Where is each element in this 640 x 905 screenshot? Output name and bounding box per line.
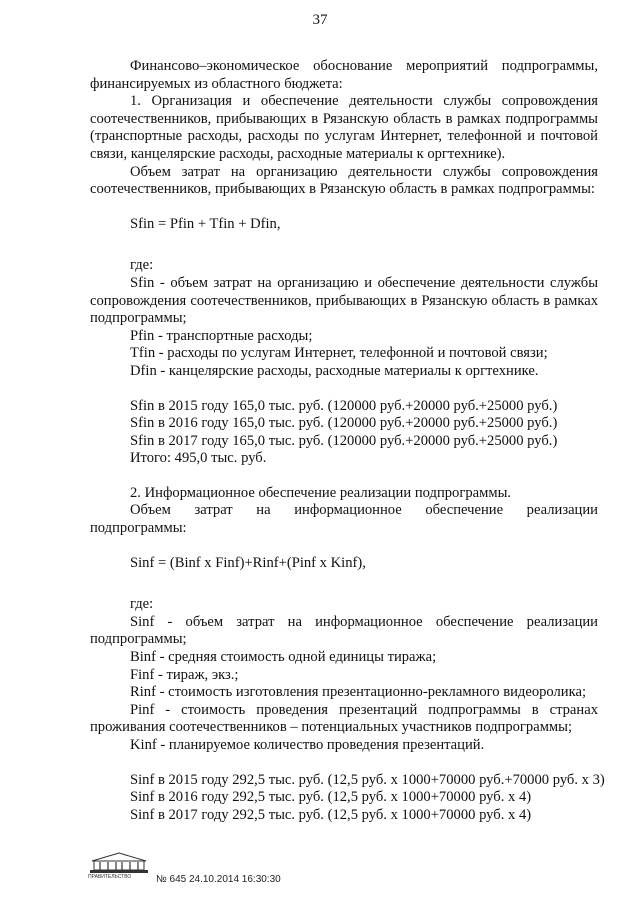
seal-caption: ПРАВИТЕЛЬСТВО <box>88 874 132 880</box>
document-heading: Финансово–экономическое обоснование мероприятий подпрограммы, финансируемых из областного бюджета: <box>90 58 598 92</box>
definition-dfin: Dfin - канцелярские расходы, расходные материалы к оргтехнике. <box>130 362 539 379</box>
definition-pinf: Pinf - стоимость проведения презентаций подпрограммы в странах проживания соотечественников – потенциальных участников подпрограммы; <box>90 701 598 736</box>
calculation-2016: Sfin в 2016 году 165,0 тыс. руб. (120000 руб.+20000 руб.+25000 руб.) <box>130 415 558 432</box>
section1-total: Итого: 495,0 тыс. руб. <box>130 450 267 467</box>
page-number: 37 <box>312 12 328 28</box>
definition-kinf: Kinf - планируемое количество проведения презентаций. <box>130 737 485 753</box>
section2-intro: Объем затрат на информационное обеспечение реализации подпрограммы: <box>90 502 598 537</box>
document-body <box>90 58 605 824</box>
document-footer <box>88 852 388 892</box>
definition-rinf: Rinf - стоимость изготовления презентационно-рекламного видеоролика; <box>130 684 587 701</box>
registration-stamp: № 645 24.10.2014 16:30:30 <box>156 874 281 885</box>
government-building-icon <box>88 852 150 874</box>
calculation-2017: Sfin в 2017 году 165,0 тыс. руб. (120000 руб.+20000 руб.+25000 руб.) <box>130 432 558 449</box>
definition-sfin: Sfin - объем затрат на организацию и обеспечение деятельности службы сопровождения соотечественников, прибывающих в Рязанскую область в рамках подпрограммы; <box>90 274 598 327</box>
section1-formula: Sfin = Pfin + Tfin + Dfin, <box>130 215 281 232</box>
section2-title: 2. Информационное обеспечение реализации подпрограммы. <box>130 484 512 501</box>
calculation-inf-2016: Sinf в 2016 году 292,5 тыс. руб. (12,5 руб. х 1000+70000 руб. х 4) <box>130 789 532 806</box>
section2-formula: Sinf = (Binf x Finf)+Rinf+(Pinf x Kinf), <box>130 554 366 571</box>
definition-tfin: Tfin - расходы по услугам Интернет, телефонной и почтовой связи; <box>130 345 548 362</box>
section1-title: 1. Организация и обеспечение деятельности службы сопровождения соотечественников, прибывающих в Рязанскую область в рамках подпрограммы (транспортные расходы, расходы по услугам Интернет, телефонной и почтовой связи, канцелярские расходы, расходные материалы к оргтехнике). <box>90 93 598 162</box>
calculation-2015: Sfin в 2015 году 165,0 тыс. руб. (120000 руб.+20000 руб.+25000 руб.) <box>130 397 558 414</box>
definition-sinf: Sinf - объем затрат на информационное обеспечение реализации подпрограммы; <box>90 613 598 648</box>
definition-pfin: Pfin - транспортные расходы; <box>130 327 313 344</box>
definition-binf: Binf - средняя стоимость одной единицы тиража; <box>130 649 437 666</box>
section2-where-label: где: <box>130 596 154 613</box>
calculation-inf-2015: Sinf в 2015 году 292,5 тыс. руб. (12,5 руб. х 1000+70000 руб.+70000 руб. х 3) <box>130 771 605 788</box>
section1-where-label: где: <box>130 257 154 274</box>
calculation-inf-2017: Sinf в 2017 году 292,5 тыс. руб. (12,5 руб. х 1000+70000 руб. х 4) <box>130 806 532 823</box>
definition-finf: Finf - тираж, экз.; <box>130 666 239 683</box>
section1-intro: Объем затрат на организацию деятельности службы сопровождения соотечественников, прибывающих в Рязанскую область в рамках подпрограммы: <box>90 163 598 198</box>
